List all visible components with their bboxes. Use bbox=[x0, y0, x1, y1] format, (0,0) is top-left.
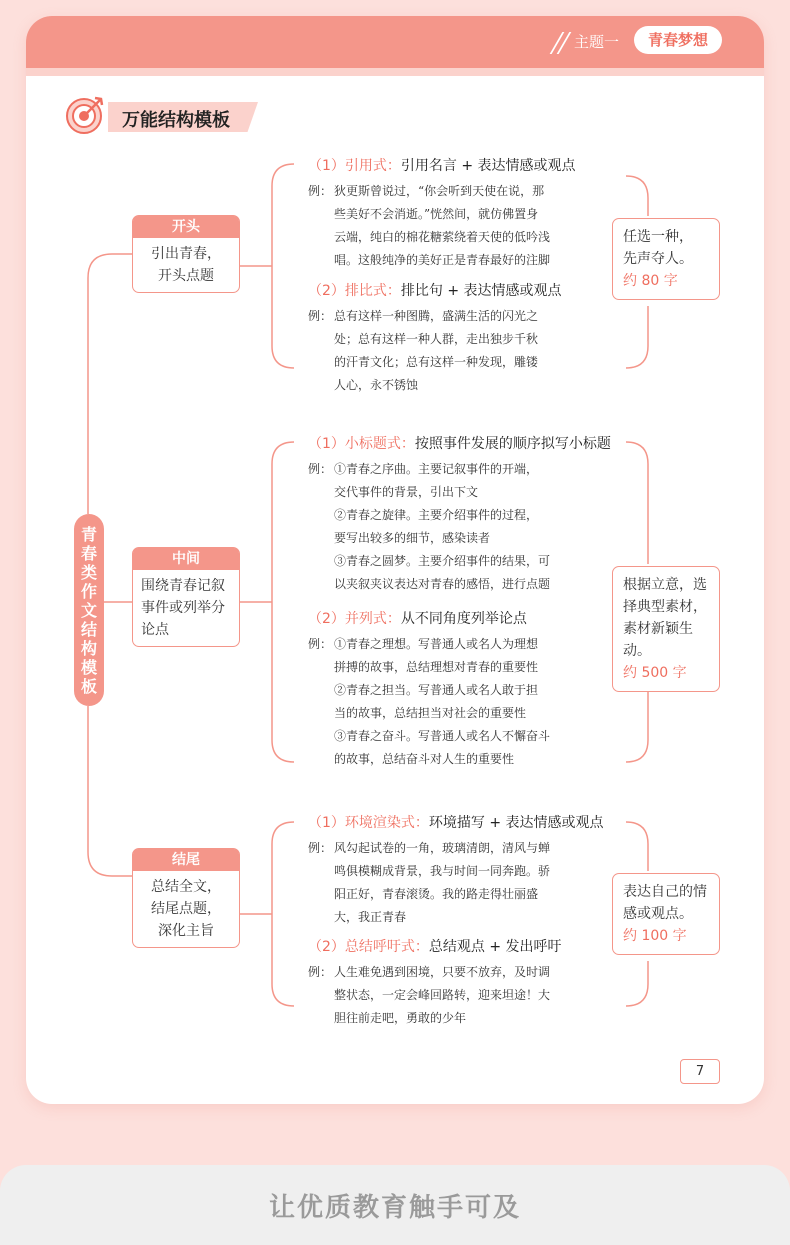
example-label: 例： bbox=[308, 462, 333, 476]
note-line: 先声夺人。 bbox=[623, 251, 693, 267]
example-line: 要写出较多的细节，感染读者 bbox=[334, 531, 491, 545]
example-line: 拼搏的故事，总结理想对青春的重要性 bbox=[334, 660, 539, 674]
node-opening bbox=[132, 215, 240, 293]
node-ending-head: 结尾 bbox=[133, 849, 239, 871]
node-ending-body bbox=[133, 871, 239, 947]
item-quote-style bbox=[308, 156, 606, 272]
example bbox=[308, 837, 606, 929]
example-content bbox=[334, 837, 550, 929]
item-number: （2） bbox=[308, 283, 345, 299]
example-line: 人心，永不锈蚀 bbox=[334, 378, 419, 392]
example-line: ③青春之奋斗。写普通人或名人不懈奋斗 bbox=[334, 729, 551, 743]
note-opening bbox=[612, 218, 720, 300]
note-word-count: 约 100 字 bbox=[623, 928, 687, 944]
node-body-line: 开头点题 bbox=[158, 268, 214, 284]
example-content bbox=[334, 961, 550, 1030]
item-number: （1） bbox=[308, 436, 345, 452]
item-number: （2） bbox=[308, 939, 345, 955]
example-content bbox=[334, 633, 550, 771]
example-label: 例： bbox=[308, 841, 333, 855]
example-line: 阳正好，青春滚烫。我的路走得壮丽盛 bbox=[334, 887, 539, 901]
example-line: 狄更斯曾说过，“你会听到天使在说，那 bbox=[334, 184, 545, 198]
example-label: 例： bbox=[308, 309, 333, 323]
node-body-line: 总结全文， bbox=[151, 879, 221, 895]
footer-bar bbox=[0, 1165, 790, 1245]
example-line: 人生难免遇到困境，只要不放弃，及时调 bbox=[334, 965, 551, 979]
item-desc: 引用名言 + 表达情感或观点 bbox=[400, 158, 576, 174]
item-title bbox=[308, 937, 606, 957]
example-content bbox=[334, 305, 538, 397]
example-line: 唱。这般纯净的美好正是青春最好的注脚 bbox=[334, 253, 551, 267]
node-body-line: 结尾点题， bbox=[151, 901, 221, 917]
example-line: 些美好不会消逝。”恍然间，就仿佛置身 bbox=[334, 207, 539, 221]
item-name: 小标题式： bbox=[344, 436, 415, 452]
item-number: （1） bbox=[308, 815, 345, 831]
item-desc: 从不同角度列举论点 bbox=[400, 611, 527, 627]
example-line: 处；总有这样一种人群，走出独步千秋 bbox=[334, 332, 539, 346]
note-line: 择典型素材， bbox=[623, 599, 707, 615]
node-body-line: 引出青春， bbox=[151, 246, 221, 262]
example-content bbox=[334, 180, 550, 272]
item-title bbox=[308, 434, 611, 454]
node-body-line: 事件或列举分 bbox=[141, 600, 225, 616]
example bbox=[308, 180, 606, 272]
example-line: ①青春之理想。写普通人或名人为理想 bbox=[334, 637, 539, 651]
note-line: 根据立意，选 bbox=[623, 577, 707, 593]
item-desc: 环境描写 + 表达情感或观点 bbox=[428, 815, 604, 831]
example bbox=[308, 633, 606, 771]
example-content bbox=[334, 458, 550, 596]
item-name: 并列式： bbox=[344, 611, 401, 627]
item-desc: 排比句 + 表达情感或观点 bbox=[400, 283, 562, 299]
example-line: ②青春之旋律。主要介绍事件的过程， bbox=[334, 508, 539, 522]
example-line: 的汗青文化；总有这样一种发现，雕镂 bbox=[334, 355, 539, 369]
example-line: ①青春之序曲。主要记叙事件的开端， bbox=[334, 462, 539, 476]
note-word-count: 约 80 字 bbox=[623, 273, 678, 289]
item-title bbox=[308, 813, 606, 833]
example-line: ③青春之圆梦。主要介绍事件的结果，可 bbox=[334, 554, 551, 568]
example-line: 以夹叙夹议表达对青春的感悟，进行点题 bbox=[334, 577, 551, 591]
example bbox=[308, 961, 606, 1030]
vertical-title-text: 青春类作文结构模板 bbox=[81, 524, 98, 696]
note-line: 素材新颖生动。 bbox=[623, 621, 693, 659]
example-label: 例： bbox=[308, 637, 333, 651]
item-name: 总结呼吁式： bbox=[344, 939, 429, 955]
example-line: ②青春之担当。写普通人或名人敢于担 bbox=[334, 683, 539, 697]
item-parallel-style bbox=[308, 281, 606, 397]
note-line: 表达自己的情 bbox=[623, 884, 707, 900]
node-middle-head: 中间 bbox=[133, 548, 239, 570]
example bbox=[308, 305, 606, 397]
vertical-title bbox=[74, 514, 104, 706]
node-middle bbox=[132, 547, 240, 647]
note-line: 感或观点。 bbox=[623, 906, 693, 922]
book-page bbox=[26, 16, 764, 1104]
example-line: 交代事件的背景，引出下文 bbox=[334, 485, 479, 499]
note-middle bbox=[612, 566, 720, 692]
note-line: 任选一种， bbox=[623, 229, 693, 245]
item-scenery-style bbox=[308, 813, 606, 929]
item-title bbox=[308, 281, 606, 301]
node-body-line: 围绕青春记叙 bbox=[141, 578, 225, 594]
item-name: 排比式： bbox=[344, 283, 401, 299]
example-label: 例： bbox=[308, 965, 333, 979]
example-line: 大，我正青春 bbox=[334, 910, 407, 924]
item-title bbox=[308, 156, 606, 176]
node-opening-head: 开头 bbox=[133, 216, 239, 238]
item-summary-appeal-style bbox=[308, 937, 606, 1030]
example-line: 胆往前走吧，勇敢的少年 bbox=[334, 1011, 467, 1025]
node-ending bbox=[132, 848, 240, 948]
example-line: 云端，纯白的棉花糖萦绕着天使的低吟浅 bbox=[334, 230, 551, 244]
node-body-line: 深化主旨 bbox=[158, 923, 214, 939]
page-number: 7 bbox=[680, 1059, 720, 1084]
header-section: 主题一 bbox=[574, 33, 620, 51]
node-body-line: 论点 bbox=[141, 622, 169, 638]
example-line: 鸣俱模糊成背景，我与时间一同奔跑。骄 bbox=[334, 864, 551, 878]
footer-slogan: 让优质教育触手可及 bbox=[268, 1193, 521, 1223]
item-number: （1） bbox=[308, 158, 345, 174]
item-desc: 按照事件发展的顺序拟写小标题 bbox=[414, 436, 611, 452]
item-subtitle-style bbox=[308, 434, 611, 596]
item-name: 引用式： bbox=[344, 158, 401, 174]
example-line: 当的故事，总结担当对社会的重要性 bbox=[334, 706, 527, 720]
example-line: 的故事，总结奋斗对人生的重要性 bbox=[334, 752, 515, 766]
item-title bbox=[308, 609, 606, 629]
note-word-count: 约 500 字 bbox=[623, 665, 687, 681]
item-desc: 总结观点 + 发出呼吁 bbox=[428, 939, 562, 955]
item-number: （2） bbox=[308, 611, 345, 627]
example-line: 总有这样一种图腾，盛满生活的闪光之 bbox=[334, 309, 539, 323]
example-line: 整状态，一定会峰回路转，迎来坦途！大 bbox=[334, 988, 551, 1002]
item-name: 环境渲染式： bbox=[344, 815, 429, 831]
example bbox=[308, 458, 606, 596]
header-topic: 青春梦想 bbox=[634, 26, 722, 54]
note-ending bbox=[612, 873, 720, 955]
page-title: 万能结构模板 bbox=[122, 110, 230, 131]
example-label: 例： bbox=[308, 184, 333, 198]
node-opening-body bbox=[133, 238, 239, 292]
node-middle-body bbox=[133, 570, 239, 646]
item-juxtaposition-style bbox=[308, 609, 606, 771]
example-line: 风勾起试卷的一角，玻璃清朗，清风与蝉 bbox=[334, 841, 551, 855]
